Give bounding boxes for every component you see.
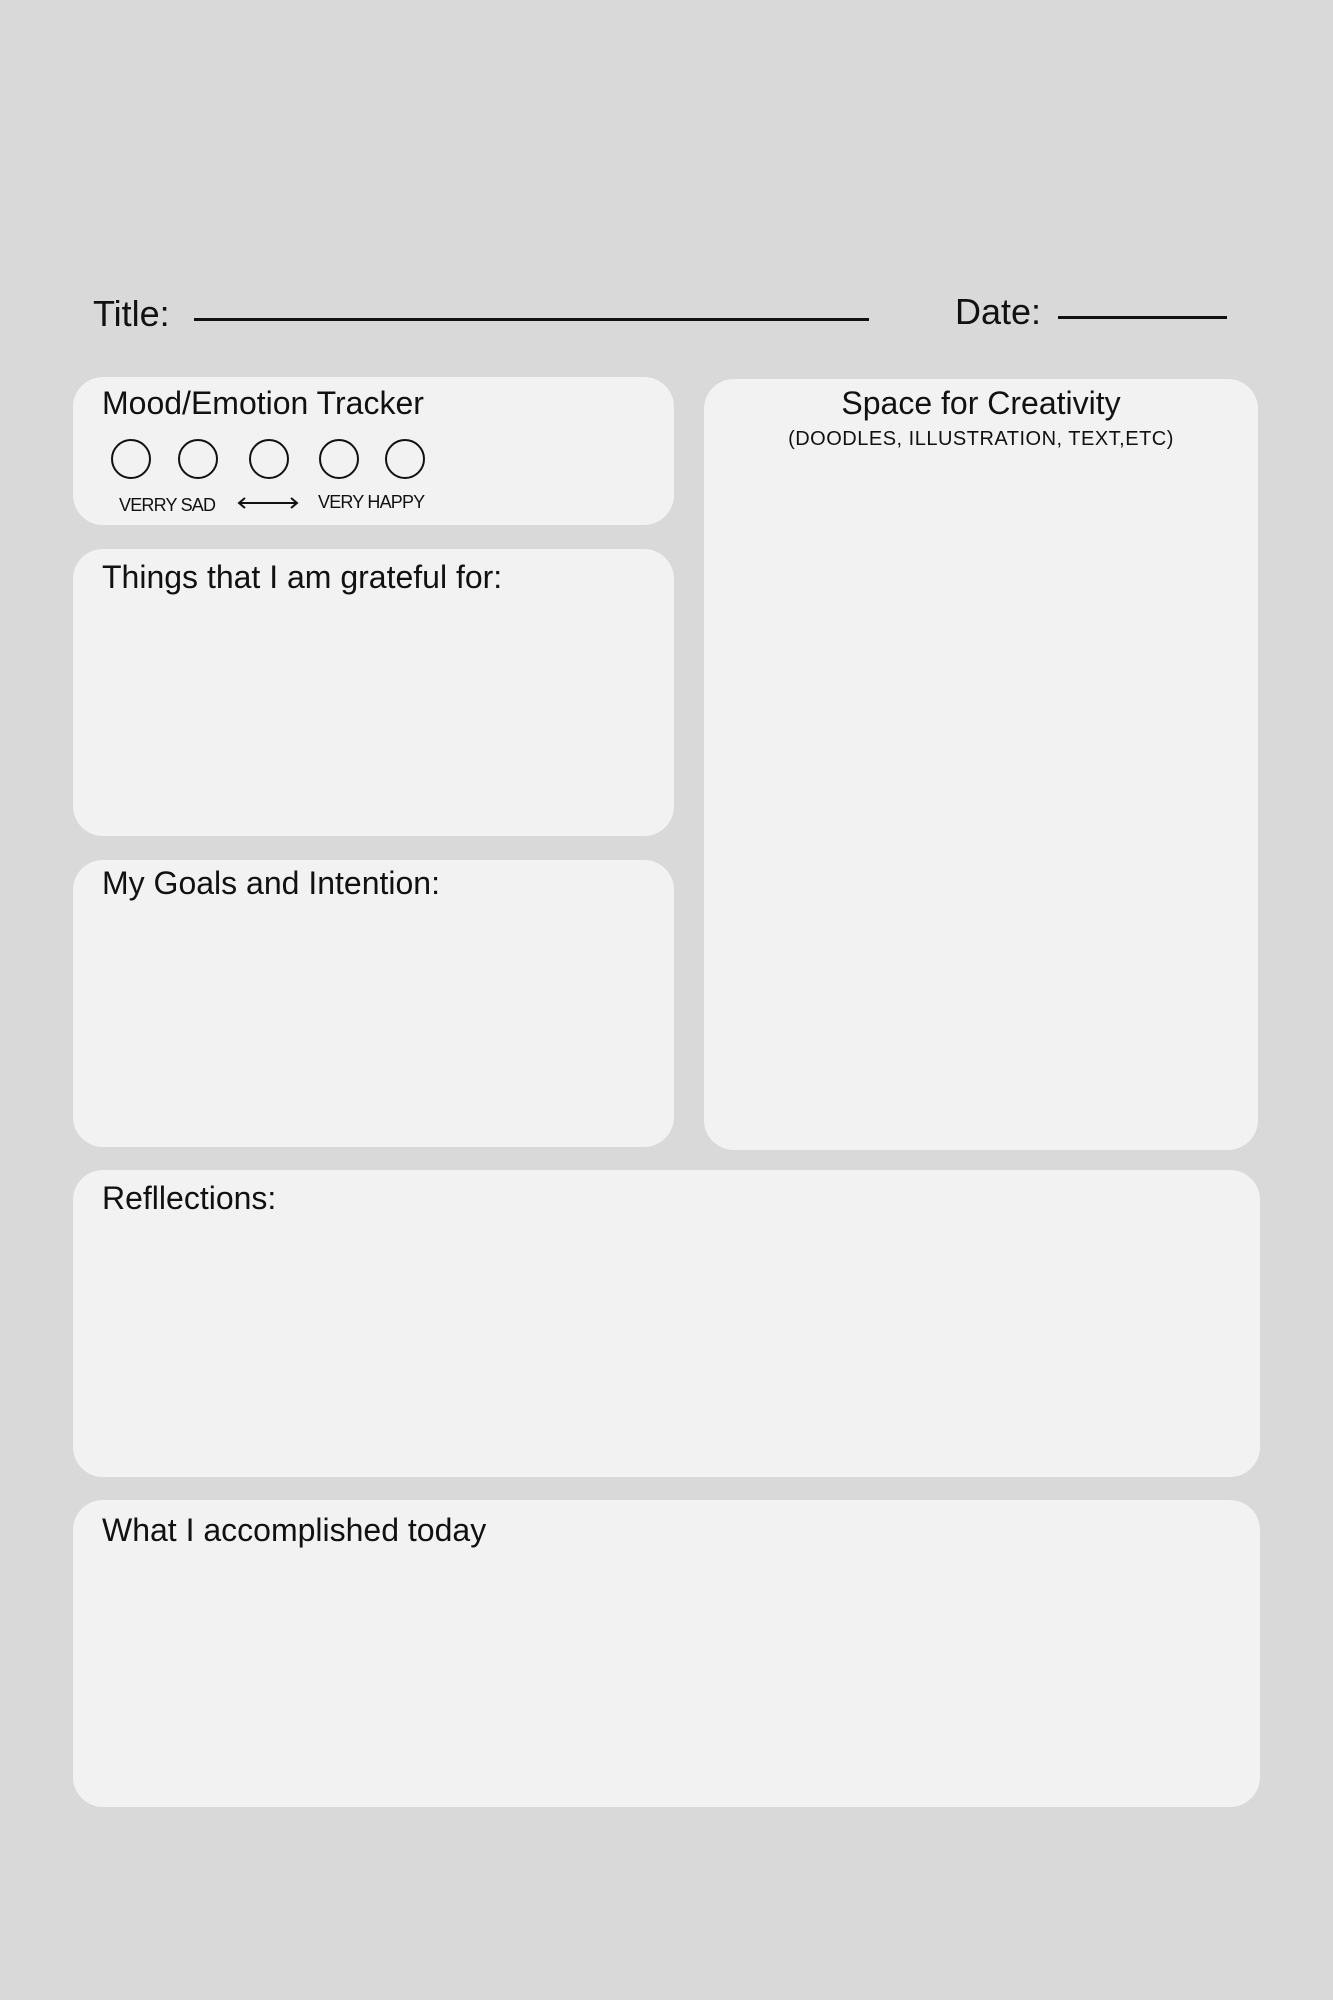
mood-option-2[interactable] [178, 439, 218, 479]
mood-low-label: VERRY SAD [119, 495, 216, 515]
title-input-line[interactable] [194, 318, 869, 321]
reflections-card[interactable] [73, 1170, 1260, 1477]
mood-option-4[interactable] [319, 439, 359, 479]
creativity-title: Space for Creativity [841, 385, 1121, 421]
title-label: Title: [93, 293, 170, 334]
double-arrow-icon [237, 496, 299, 510]
mood-option-1[interactable] [111, 439, 151, 479]
grateful-card[interactable] [73, 549, 674, 836]
accomplished-card[interactable] [73, 1500, 1260, 1807]
accomplished-title: What I accomplished today [102, 1512, 487, 1548]
mood-tracker-title: Mood/Emotion Tracker [102, 385, 424, 421]
creativity-subtitle: (DOODLES, ILLUSTRATION, TEXT,ETC) [788, 428, 1174, 450]
date-label: Date: [955, 291, 1042, 332]
mood-high-label: VERY HAPPY [318, 492, 425, 512]
grateful-title: Things that I am grateful for: [102, 559, 503, 595]
creativity-card[interactable] [704, 379, 1258, 1150]
mood-tracker-card [73, 377, 674, 525]
reflections-title: Refllections: [102, 1180, 277, 1216]
mood-option-5[interactable] [385, 439, 425, 479]
mood-option-3[interactable] [249, 439, 289, 479]
goals-title: My Goals and Intention: [102, 865, 440, 901]
goals-card[interactable] [73, 860, 674, 1147]
date-input-line[interactable] [1058, 316, 1227, 319]
